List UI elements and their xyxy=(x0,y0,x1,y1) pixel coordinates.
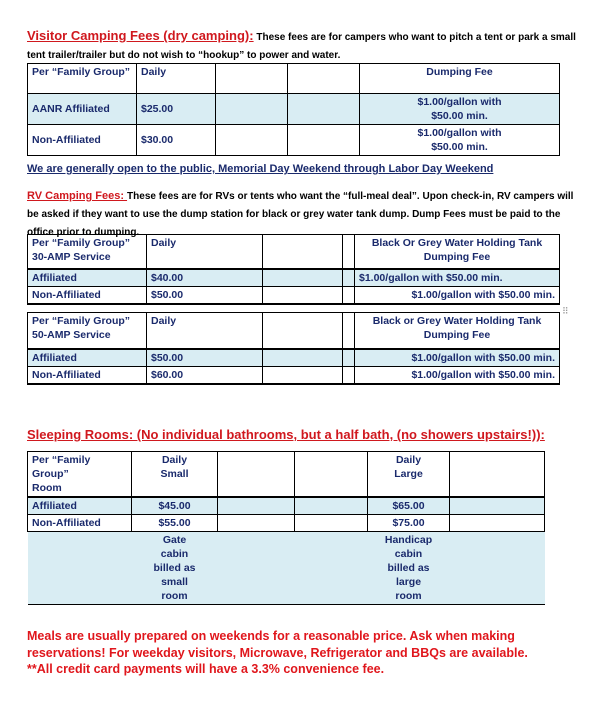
header-line1: Daily xyxy=(161,454,188,466)
header-family-group: Per “Family Group” xyxy=(28,64,137,94)
row-label: AANR Affiliated xyxy=(28,94,137,125)
empty-cell xyxy=(288,94,360,125)
header-daily-large xyxy=(368,452,450,498)
empty-cell xyxy=(218,452,295,498)
header-daily: Daily xyxy=(137,64,216,94)
table-row xyxy=(28,497,545,515)
row-dump-fee: $1.00/gallon with $50.00 min. xyxy=(355,269,560,287)
row-dump-fee: $1.00/gallon with $50.00 min. xyxy=(355,349,560,367)
empty-cell xyxy=(263,269,343,287)
visitor-intro xyxy=(27,27,582,63)
note-line: small xyxy=(161,576,188,588)
row-dump-fee: $1.00/gallon with $50.00 min. xyxy=(355,366,560,384)
table-row xyxy=(28,94,560,125)
table-header-row xyxy=(28,64,560,94)
note-line: Handicap xyxy=(384,534,433,546)
empty-cell xyxy=(263,313,343,349)
header-daily-small xyxy=(132,452,218,498)
dump-fee-line2: $50.00 min. xyxy=(431,110,488,122)
note-line: cabin xyxy=(160,548,189,560)
meals-note xyxy=(27,628,587,678)
empty-cell xyxy=(295,532,368,605)
visitor-intro-text: These fees are for campers who want to pitch a tent or park a small tent trailer/trailer but do not wish to “hookup” to power and water. xyxy=(27,32,576,61)
row-label: Affiliated xyxy=(28,497,132,515)
table-row xyxy=(28,269,560,287)
table-row xyxy=(28,125,560,156)
footer-line1: Meals are usually prepared on weekends for a reasonable price. Ask when making xyxy=(27,629,515,643)
empty-cell xyxy=(450,452,545,498)
fee-line1: Black or Grey Water Holding Tank xyxy=(372,315,542,327)
visitor-fee-table xyxy=(27,63,560,156)
row-label: Non-Affiliated xyxy=(28,515,132,532)
empty-cell xyxy=(28,532,132,605)
empty-cell xyxy=(218,532,295,605)
row-label: Non-Affiliated xyxy=(28,125,137,156)
dump-fee-line1: $1.00/gallon with xyxy=(417,127,502,139)
table-row xyxy=(28,286,560,304)
table-row xyxy=(28,532,545,605)
empty-cell xyxy=(343,269,355,287)
empty-cell xyxy=(263,235,343,269)
header-line1: Per “Family Group” xyxy=(32,237,131,249)
empty-cell xyxy=(216,64,288,94)
rv-50amp-table xyxy=(27,312,560,385)
empty-cell xyxy=(295,497,368,515)
sleeping-rooms-table xyxy=(27,451,545,605)
empty-cell xyxy=(450,497,545,515)
dump-fee-line2: $50.00 min. xyxy=(431,141,488,153)
handicap-cabin-note xyxy=(368,532,450,605)
row-dump-fee xyxy=(360,125,560,156)
header-daily: Daily xyxy=(147,235,263,269)
table-header-row xyxy=(28,235,560,269)
header-family-group xyxy=(28,452,132,498)
empty-cell xyxy=(263,366,343,384)
row-daily: $60.00 xyxy=(147,366,263,384)
empty-cell xyxy=(218,515,295,532)
empty-cell xyxy=(450,532,545,605)
empty-cell xyxy=(343,235,355,269)
row-daily: $50.00 xyxy=(147,286,263,304)
note-line: room xyxy=(395,590,422,602)
dump-fee-line1: $1.00/gallon with xyxy=(417,96,502,108)
table-header-row xyxy=(28,452,545,498)
row-daily: $40.00 xyxy=(147,269,263,287)
note-line: cabin xyxy=(394,548,423,560)
empty-cell xyxy=(343,349,355,367)
header-family-group xyxy=(28,313,147,349)
header-line2: Room xyxy=(32,482,62,494)
rv-intro-text: These fees are for RVs or tents who want the “full-meal deal”. Upon check-in, RV campers will be asked if they want to use the dump station for black or grey water tank dump. Dump Fees must be paid to the office prior to dumping. xyxy=(27,191,574,238)
header-line2: 50-AMP Service xyxy=(32,329,111,341)
header-dumping-fee xyxy=(355,313,560,349)
gate-cabin-note xyxy=(132,532,218,605)
row-large: $65.00 xyxy=(368,497,450,515)
note-line: billed as xyxy=(153,562,196,574)
note-line: large xyxy=(395,576,422,588)
table-header-row xyxy=(28,313,560,349)
row-label: Non-Affiliated xyxy=(28,366,147,384)
open-season-note: We are generally open to the public, Memorial Day Weekend through Labor Day Weekend xyxy=(27,163,494,175)
footer-line3: **All credit card payments will have a 3.3% convenience fee. xyxy=(27,662,385,676)
header-line1: Per “Family Group” xyxy=(32,315,131,327)
empty-cell xyxy=(263,286,343,304)
visitor-heading: Visitor Camping Fees (dry camping): xyxy=(27,28,254,43)
fee-line2: Dumping Fee xyxy=(423,251,491,263)
empty-cell xyxy=(288,64,360,94)
empty-cell xyxy=(295,452,368,498)
empty-cell xyxy=(218,497,295,515)
header-line1: Per “Family Group” xyxy=(32,454,91,480)
empty-cell xyxy=(216,94,288,125)
rv-heading: RV Camping Fees: xyxy=(27,190,128,202)
header-dumping-fee: Dumping Fee xyxy=(360,64,560,94)
header-line1: Daily xyxy=(395,454,422,466)
row-small: $45.00 xyxy=(132,497,218,515)
empty-cell xyxy=(263,349,343,367)
row-daily: $50.00 xyxy=(147,349,263,367)
table-row xyxy=(28,515,545,532)
row-label: Affiliated xyxy=(28,349,147,367)
sleeping-heading: Sleeping Rooms: (No individual bathrooms, but a half bath, (no showers upstairs!)): xyxy=(27,427,545,442)
rv-30amp-table xyxy=(27,234,560,305)
header-family-group xyxy=(28,235,147,269)
row-large: $75.00 xyxy=(368,515,450,532)
footer-line2: reservations! For weekday visitors, Microwave, Refrigerator and BBQs are available. xyxy=(27,645,528,660)
empty-cell xyxy=(295,515,368,532)
header-daily: Daily xyxy=(147,313,263,349)
row-daily: $25.00 xyxy=(137,94,216,125)
empty-cell xyxy=(450,515,545,532)
note-line: billed as xyxy=(387,562,430,574)
fee-line1: Black Or Grey Water Holding Tank xyxy=(371,237,543,249)
drag-handle-icon[interactable]: ⠿ xyxy=(562,306,569,316)
row-small: $55.00 xyxy=(132,515,218,532)
table-row xyxy=(28,366,560,384)
empty-cell xyxy=(343,366,355,384)
empty-cell xyxy=(216,125,288,156)
row-label: Affiliated xyxy=(28,269,147,287)
row-dump-fee: $1.00/gallon with $50.00 min. xyxy=(355,286,560,304)
header-line2: 30-AMP Service xyxy=(32,251,111,263)
fee-line2: Dumping Fee xyxy=(423,329,491,341)
empty-cell xyxy=(288,125,360,156)
rv-intro xyxy=(27,186,582,240)
header-line2: Small xyxy=(160,468,189,480)
note-line: room xyxy=(161,590,188,602)
header-dumping-fee xyxy=(355,235,560,269)
note-line: Gate xyxy=(162,534,187,546)
row-label: Non-Affiliated xyxy=(28,286,147,304)
empty-cell xyxy=(343,286,355,304)
row-daily: $30.00 xyxy=(137,125,216,156)
table-row xyxy=(28,349,560,367)
empty-cell xyxy=(343,313,355,349)
header-line2: Large xyxy=(394,468,423,480)
row-dump-fee xyxy=(360,94,560,125)
